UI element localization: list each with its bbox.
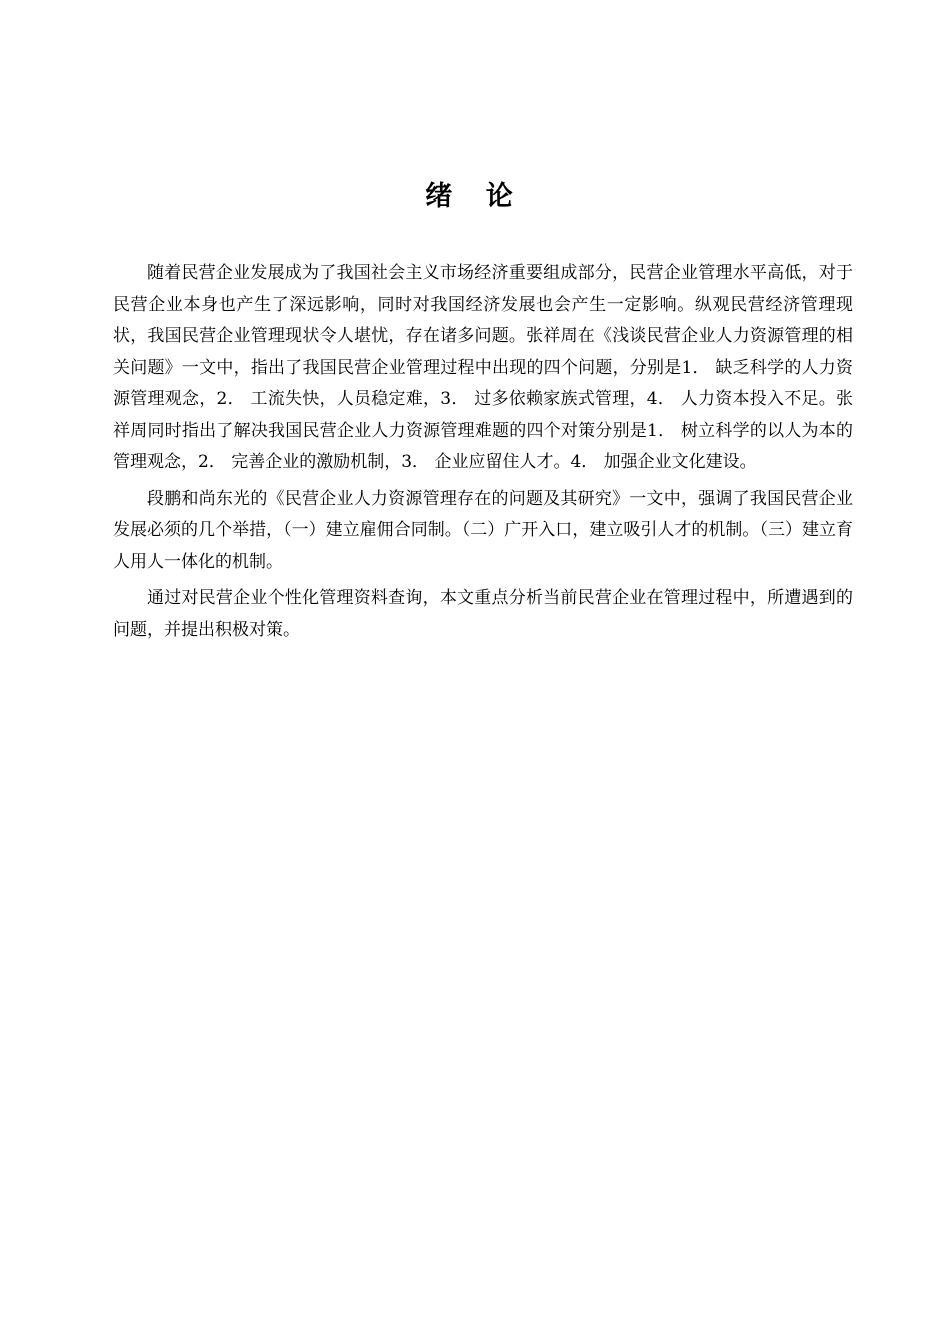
paragraph-2: 段鹏和尚东光的《民营企业人力资源管理存在的问题及其研究》一文中，强调了我国民营企业发展必须的几个举措，（一）建立雇佣合同制。（二）广开入口，建立吸引人才的机制。（三）建立育人用人一体化的机制。 bbox=[113, 488, 853, 572]
paragraph-1: 随着民营企业发展成为了我国社会主义市场经济重要组成部分，民营企业管理水平高低，对于民营企业本身也产生了深远影响，同时对我国经济发展也会产生一定影响。纵观民营经济管理现状，我国民营企业管理现状令人堪忧，存在诸多问题。张祥周在《浅谈民营企业人力资源管理的相关问题》一文中，指出了我国民营企业管理过程中出现的四个问题，分别是1． 缺乏科学的人力资源管理观念，2． 工流失快，人员稳定难，3． 过多依赖家族式管理，4． 人力资本投入不足。张祥周同时指出了解决我国民营企业人力资源管理难题的四个对策分别是1． 树立科学的以人为本的管理观念，2． 完善企业的激励机制，3． 企业应留住人才。4． 加强企业文化建设。 bbox=[113, 263, 853, 472]
body-text bbox=[113, 258, 853, 651]
paragraph-3: 通过对民营企业个性化管理资料查询，本文重点分析当前民营企业在管理过程中，所遭遇到的问题，并提出积极对策。 bbox=[113, 588, 853, 640]
page-title: 绪 论 bbox=[425, 181, 525, 212]
